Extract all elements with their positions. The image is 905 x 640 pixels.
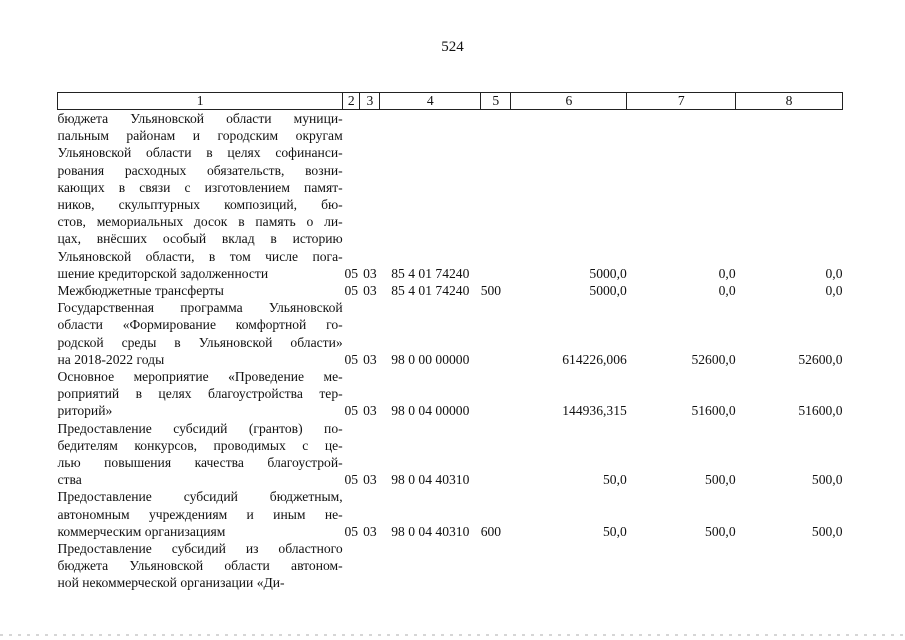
subsection-code: 03: [363, 283, 377, 299]
column-header-1: 1: [58, 93, 343, 110]
description-line: коммерческим организациям: [57, 523, 226, 539]
target-article-code: 98 0 00 00000: [391, 351, 470, 367]
description-line: кающих в связи с изготовлением памят-: [57, 179, 343, 195]
amount-col-7: 51600,0: [691, 403, 736, 419]
table-row: [58, 368, 843, 420]
description-line: Межбюджетные трансферты: [57, 283, 224, 299]
target-article-code: 85 4 01 74240: [391, 265, 470, 281]
section-code: 05: [344, 265, 359, 281]
section-code: 05: [344, 523, 359, 539]
table-row: [58, 282, 843, 299]
amount-col-8: 500,0: [811, 523, 843, 539]
subsection-code: 03: [363, 523, 377, 539]
description-line: стов, мемориальных досок в память о ли-: [57, 214, 343, 230]
section-code: 05: [344, 472, 359, 488]
expense-type-code: 500: [480, 283, 502, 299]
description-line: родской среды в Ульяновской области»: [57, 334, 343, 350]
description-line: Государственная программа Ульяновской: [57, 300, 343, 316]
amount-col-6: 5000,0: [589, 283, 627, 299]
column-number-row: [58, 93, 843, 110]
row-description: [58, 420, 343, 489]
description-line: ной некоммерческой организации «Ди-: [57, 575, 285, 591]
description-line: роприятий в целях благоустройства тер-: [57, 386, 343, 402]
description-line: Предоставление субсидий из областного: [57, 541, 343, 557]
description-line: Ульяновской области в целях софинанси-: [57, 145, 343, 161]
expense-type-code: [481, 540, 511, 592]
row-description: [58, 540, 343, 592]
table-row: [58, 540, 843, 592]
description-line: автономным учреждениям и иным не-: [57, 506, 343, 522]
expense-type-code: [481, 110, 511, 283]
amount-col-8: 51600,0: [798, 403, 843, 419]
description-line: Ульяновской области, в том числе пога-: [57, 248, 343, 264]
row-description: [58, 282, 343, 299]
target-article-code: 98 0 04 40310: [391, 472, 470, 488]
row-description: [58, 299, 343, 368]
scan-edge-artifact: [0, 634, 905, 636]
description-line: Предоставление субсидий бюджетным,: [57, 489, 343, 505]
amount-col-7: 0,0: [718, 265, 736, 281]
column-header-3: 3: [360, 93, 380, 110]
table-row: [58, 488, 843, 540]
description-line: лью повышения качества благоустрой-: [57, 455, 343, 471]
section-code: 05: [344, 403, 359, 419]
subsection-code: 03: [363, 351, 377, 367]
description-line: бюджета Ульяновской области автоном-: [57, 558, 343, 574]
row-description: [58, 488, 343, 540]
amount-col-8: 500,0: [811, 472, 843, 488]
subsection-code: [360, 540, 380, 592]
row-description: [58, 110, 343, 283]
subsection-code: 03: [363, 403, 377, 419]
amount-col-7: 0,0: [718, 283, 736, 299]
description-line: области «Формирование комфортной го-: [57, 317, 343, 333]
amount-col-7: [627, 540, 736, 592]
section-code: [343, 540, 360, 592]
row-description: [58, 368, 343, 420]
description-line: бедителям конкурсов, проводимых с це-: [57, 437, 343, 453]
section-code: 05: [344, 351, 359, 367]
target-article-code: 85 4 01 74240: [391, 283, 470, 299]
amount-col-7: 52600,0: [691, 351, 736, 367]
amount-col-6: 50,0: [603, 523, 627, 539]
column-header-2: 2: [343, 93, 360, 110]
amount-col-6: 614226,006: [562, 351, 627, 367]
column-header-8: 8: [736, 93, 843, 110]
description-line: бюджета Ульяновской области муници-: [57, 111, 343, 126]
description-line: на 2018-2022 годы: [57, 351, 165, 367]
amount-col-6: 50,0: [603, 472, 627, 488]
amount-col-8: 0,0: [825, 265, 843, 281]
description-line: шение кредиторской задолженности: [57, 265, 269, 281]
subsection-code: 03: [363, 472, 377, 488]
amount-col-6: 144936,315: [562, 403, 627, 419]
description-line: Основное мероприятие «Проведение ме-: [57, 369, 343, 385]
amount-col-7: 500,0: [705, 472, 736, 488]
table-row: [58, 420, 843, 489]
description-line: рования расходных обязательств, возни-: [57, 162, 343, 178]
description-line: ства: [57, 472, 82, 488]
subsection-code: 03: [363, 265, 377, 281]
expense-type-code: [481, 368, 511, 420]
expense-type-code: [481, 420, 511, 489]
amount-col-6: 5000,0: [589, 265, 627, 281]
column-header-6: 6: [511, 93, 627, 110]
budget-table: [57, 92, 843, 592]
amount-col-6: [511, 540, 627, 592]
amount-col-8: [736, 540, 843, 592]
amount-col-8: 52600,0: [798, 351, 843, 367]
description-line: пальным районам и городским округам: [57, 128, 343, 144]
column-header-7: 7: [627, 93, 736, 110]
table-row: [58, 110, 843, 283]
description-line: риторий»: [57, 403, 113, 419]
expense-type-code: [481, 299, 511, 368]
target-article-code: 98 0 04 40310: [391, 523, 470, 539]
column-header-5: 5: [481, 93, 511, 110]
expense-type-code: 600: [480, 523, 502, 539]
table-body: [58, 110, 843, 592]
page-number: 524: [441, 39, 464, 55]
column-header-4: 4: [380, 93, 481, 110]
description-line: Предоставление субсидий (грантов) по-: [57, 420, 343, 436]
description-line: цах, внёсших особый вклад в историю: [57, 231, 343, 247]
target-article-code: 98 0 04 00000: [391, 403, 470, 419]
amount-col-7: 500,0: [705, 523, 736, 539]
section-code: 05: [344, 283, 359, 299]
target-article-code: [380, 540, 481, 592]
table-row: [58, 299, 843, 368]
description-line: ников, скульптурных композиций, бю-: [57, 197, 343, 213]
amount-col-8: 0,0: [825, 283, 843, 299]
